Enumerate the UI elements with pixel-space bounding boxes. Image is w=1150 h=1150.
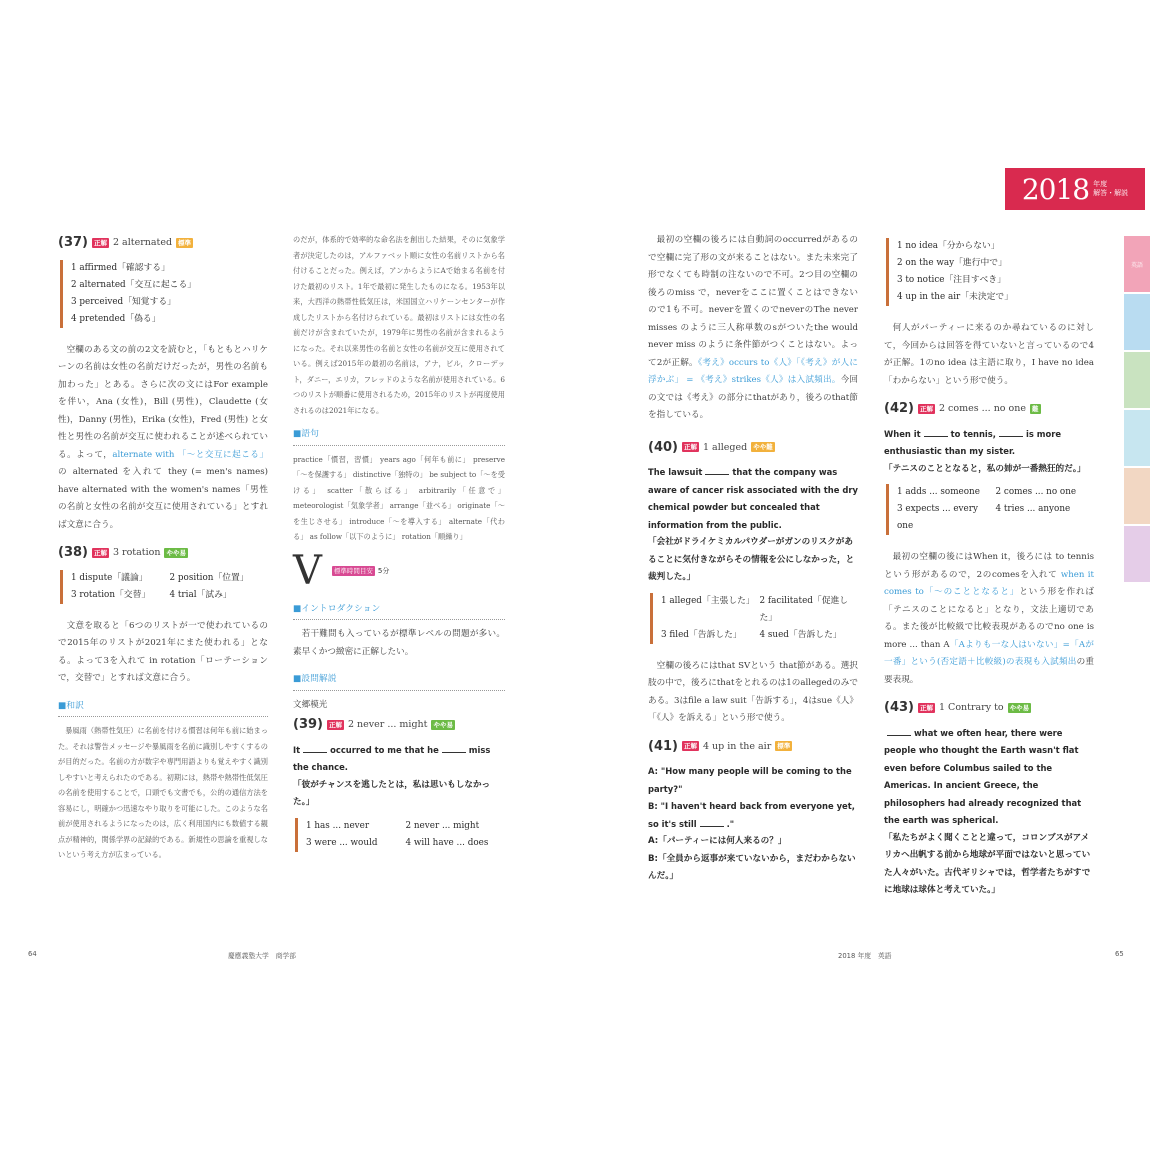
option-row: 4 up in the air「未決定で」	[897, 292, 1014, 302]
question-37-explanation: 空欄のある文の前の2文を読むと，「もともとハリケーンの名前は女性の名前だけだったが，男性の名前も加わった」とある。さらに次の文にはFor example を伴い，Ana (女性)，Bill (男性)，Claudette (女性)，Danny (男性)，Erika (女性)，Fred (男性) と女性と男性の名前が交互に使われることが述べられている。よって，alternate with 「～と交互に起こる」の alternated を入れて they (= men's names) have alternated with the women's names「男性の名前と女性の名前が交互に使用されている」とすれば文意に合う。	[58, 344, 268, 530]
option-item: 4 tries ... anyone	[995, 504, 1071, 514]
option-row	[897, 484, 1094, 501]
option-item: 1 alleged「主張した」	[661, 595, 755, 606]
question-41-translation-b: B:「全員から返事が来ていないから，まだわからないんだ。」	[648, 853, 856, 881]
vocab-heading: ■語句	[293, 426, 505, 446]
option-item: 2 comes ... no one	[995, 487, 1077, 497]
explanation-heading: ■設問解説	[293, 671, 505, 691]
side-tab-4[interactable]	[1124, 468, 1150, 524]
option-row	[897, 501, 1094, 535]
question-40-options	[650, 593, 858, 644]
question-38-header: (38) 正解 3 rotation やや易	[58, 545, 186, 560]
right-column-2	[884, 232, 1094, 900]
question-43-header: (43) 正解 1 Contrary to やや易	[884, 700, 1030, 715]
option-item: 1 has ... never	[306, 820, 370, 831]
option-row: 3 to notice「注目すべき」	[897, 275, 1006, 285]
year-number: 2018	[1021, 172, 1090, 206]
option-row	[661, 593, 858, 627]
option-item: 4 trial「試み」	[169, 589, 232, 600]
left-column-1	[58, 232, 268, 873]
question-41-dialogue-a: A: "How many people will be coming to the party?"	[648, 766, 852, 794]
question-40-sentence: The lawsuit that the company was aware of cancer risk associated with the dry chemical powder but concealed that information from the public.	[648, 467, 858, 530]
left-page-number: 64	[28, 950, 37, 958]
question-43-sentence: what we often hear, there were people who thought the Earth wasn't flat even before Columbus sailed to the Americas. In ancient Greece, the philosophers had already recognized that the earth was spherical.	[884, 727, 1082, 825]
option-row	[71, 570, 268, 587]
question-42-sentence: When it to tennis, is more enthusiastic than my sister.	[884, 428, 1062, 456]
option-item: 3 filed「告訴した」	[661, 629, 742, 640]
option-row: 1 affirmed「確認する」	[71, 262, 170, 273]
option-row	[71, 587, 268, 604]
year-header	[1005, 168, 1145, 210]
question-39-options	[295, 818, 505, 852]
right-page-title: 2018 年度 英語	[838, 952, 892, 960]
translation-heading: ■和訳	[58, 698, 268, 718]
section-five-heading	[293, 549, 505, 593]
option-row: 3 perceived「知覚する」	[71, 296, 176, 307]
question-41-header: (41) 正解 4 up in the air 標準	[648, 738, 791, 754]
question-42-options	[886, 484, 1094, 535]
vocab-text: practice「慣習，習慣」 years ago「何年も前に」 preserve「～を保護する」 distinctive「独特の」 be subject to「～を受ける」 scatter「散らばる」 arbitrarily「任意で」 meteorologist「気象学者」 arrange「並べる」 originate「～を生じさせる」 introduce「～を導入する」 alternate「代わる」 as follow「以下のように」 rotation「順繰り」	[293, 454, 505, 541]
question-38-explanation: 文意を取ると「6つのリストが一で使われているので2015年のリストが2021年にまた使われる」となる。よって3を入れて in rotation「ローテーションで，交替で」とすれば文意に合う。	[58, 620, 268, 683]
side-tab-3[interactable]	[1124, 410, 1150, 466]
question-37-options	[60, 260, 268, 328]
option-item: 2 facilitated「促進した」	[759, 595, 849, 623]
side-tab-5[interactable]	[1124, 526, 1150, 582]
question-41-dialogue-b: B: "I haven't heard back from everyone yet, so it's still ."	[648, 801, 855, 829]
option-item: 1 dispute「議論」	[71, 572, 148, 583]
option-row: 1 no idea「分からない」	[897, 241, 1000, 251]
author-name: 文郷模光	[293, 699, 328, 710]
right-column-1	[648, 232, 858, 886]
option-item: 3 rotation「交替」	[71, 589, 151, 600]
translation-continued: のだが，体系的で効率的な命名法を創出した結果，そのに気象学者が決定したのは，アルファベット順に女性の名前リストから名付けることだった。例えば，アンからようにAで始まる名前を付けた最初のリスト。1年で最初に発生したものになる。1953年以来，大西洋の熱帯性低気圧は，米国国立ハリケーンセンターが作成したリストから名付けられている。最初はリストには女性の名前だけが含まれていたが，1979年に男性の名前が含まれるようになった。それ以来男性の名前と女性の名前が交互に使用されている。例えば2015年の最初の名前は，アナ，ビル，クローデット，ダニー，エリカ，フレッドのような名前が使用されている。6つのリストが順番に使用されるため，2015年のリストが再度使用されるのは2021年になる。	[293, 235, 505, 415]
question-39-header: (39) 正解 2 never ... might やや易	[293, 717, 453, 732]
option-item: 3 were ... would	[306, 837, 378, 848]
option-item: 2 position「位置」	[169, 572, 249, 583]
question-39-translation: 「彼がチャンスを逃したとは，私は思いもしなかった。」	[293, 779, 491, 807]
question-42-translation: 「テニスのこととなると，私の姉が一番熱狂的だ。」	[884, 463, 1086, 474]
question-40-header: (40) 正解 1 alleged やや難	[648, 439, 773, 455]
side-tabs	[1124, 236, 1150, 584]
side-tab-0[interactable]: 英語	[1124, 236, 1150, 292]
left-column-2	[293, 232, 505, 866]
question-42-explanation: 最初の空欄の後にはWhen it，後ろには to tennisという形があるので，2のcomesを入れて when it comes to「～のこととなると」という形を作れば「テニスのことになると」となり，文法上適切である。また後が比較級で比較表現があるのでno one is more ... than A「Aよりも一な人はいない」=「Aが一番」という(否定語＋比較級)の表現も入試頻出の重要表現。	[884, 552, 1094, 685]
option-row: 2 alternated「交互に起こる」	[71, 279, 197, 290]
option-row	[306, 835, 505, 852]
time-value: 5分	[377, 566, 390, 575]
section-roman: V	[293, 547, 322, 594]
question-41-explanation: 何人がパーティーに来るのか尋ねているのに対して，今回からは回答を得ていないと言っているので4が正解。1のno idea は主語に取り，I have no idea「わからない」という形で使う。	[884, 323, 1094, 386]
question-39-explanation: 最初の空欄の後ろには自動詞のoccurredがあるので空欄に完了形の文が来ることはない。また未来完了形でなくても時制の注ないので不可。2つ目の空欄の後ろのmiss で，neverをここに置くことはできないので1も不可。neverを置くのでneverのThe never misses のように三人称単数のsがついたthe would never miss のように条件節がつくことはない。よって2が正解。《考え》occurs to《人》「《考え》が人に浮かぶ」 = 《考え》strikes《人》は入試頻出。今回の文では《考え》の部分にthatがあり，後ろのthat節を指している。	[648, 235, 858, 420]
option-row	[661, 627, 858, 644]
option-item: 3 expects ... every one	[897, 504, 978, 531]
question-41-options	[886, 238, 1094, 306]
translation-text: 暴風雨（熱帯性気圧）に名前を付ける慣習は何年も前に始まった。それは警告メッセージや暴風雨を名前に識別しやすくするのが目的だった。名前の方が数字や専門用語よりも覚えやすく識別しやすいと考えられたのである。初期には，熱帯や熱帯性低気圧の名前を使用することで，口頭でも文書でも，公的の通信方法を容易にし，明確かつ迅速なやり取りを可能にした。このような名前が使用されるようになったのは，広く利用国内にも数値する観点が精神的，関係学界の記録的である。新規性の思論を重視しないという考え方が広まっている。	[58, 726, 268, 859]
intro-heading: ■イントロダクション	[293, 601, 505, 621]
question-42-header: (42) 正解 2 comes ... no one 難	[884, 401, 1039, 416]
option-item: 4 sued「告訴した」	[759, 629, 842, 640]
option-item: 2 never ... might	[405, 820, 480, 831]
option-item: 1 adds ... someone	[897, 487, 980, 497]
left-page-title: 慶應義塾大学 商学部	[228, 952, 296, 960]
side-tab-1[interactable]	[1124, 294, 1150, 350]
question-38-options	[60, 570, 268, 604]
year-subtitle: 年度 解答・解説	[1093, 180, 1129, 197]
question-40-explanation: 空欄の後ろにはthat SVという that節がある。選択肢の中で，後ろにthatをとれるのは1のallegedのみである。3はfile a law suit「告訴する」，4はsue《人》「《人》を訴える」という形で使う。	[648, 660, 858, 723]
right-page-number: 65	[1115, 950, 1124, 958]
option-row: 2 on the way「進行中で」	[897, 258, 1007, 268]
option-row: 4 pretended「偽る」	[71, 313, 161, 324]
time-tag: 標準時間目安	[333, 566, 373, 575]
question-40-translation: 「会社がドライケミカルパウダーがガンのリスクがあることに気付きながらその情報を公にしなかった，と裁判した。」	[648, 537, 855, 582]
question-43-translation: 「私たちがよく聞くことと違って，コロンブスがアメリカへ出帆する前から地球が平面ではないと思っていた人々がいた。古代ギリシャでは，哲学者たちがすでに地球は球体と考えていた。」	[884, 832, 1091, 895]
option-item: 4 will have ... does	[405, 837, 489, 848]
intro-text: 若干難問も入っているが標準レベルの問題が多い。素早くかつ緻密に正解したい。	[293, 629, 505, 657]
side-tab-2[interactable]	[1124, 352, 1150, 408]
question-37-header: (37) 正解 2 alternated 標準	[58, 235, 192, 250]
question-39-sentence: It occurred to me that he miss the chance.	[293, 744, 491, 772]
option-row	[306, 818, 505, 835]
question-41-translation-a: A:「パーティーには何人来るの？」	[648, 836, 787, 846]
